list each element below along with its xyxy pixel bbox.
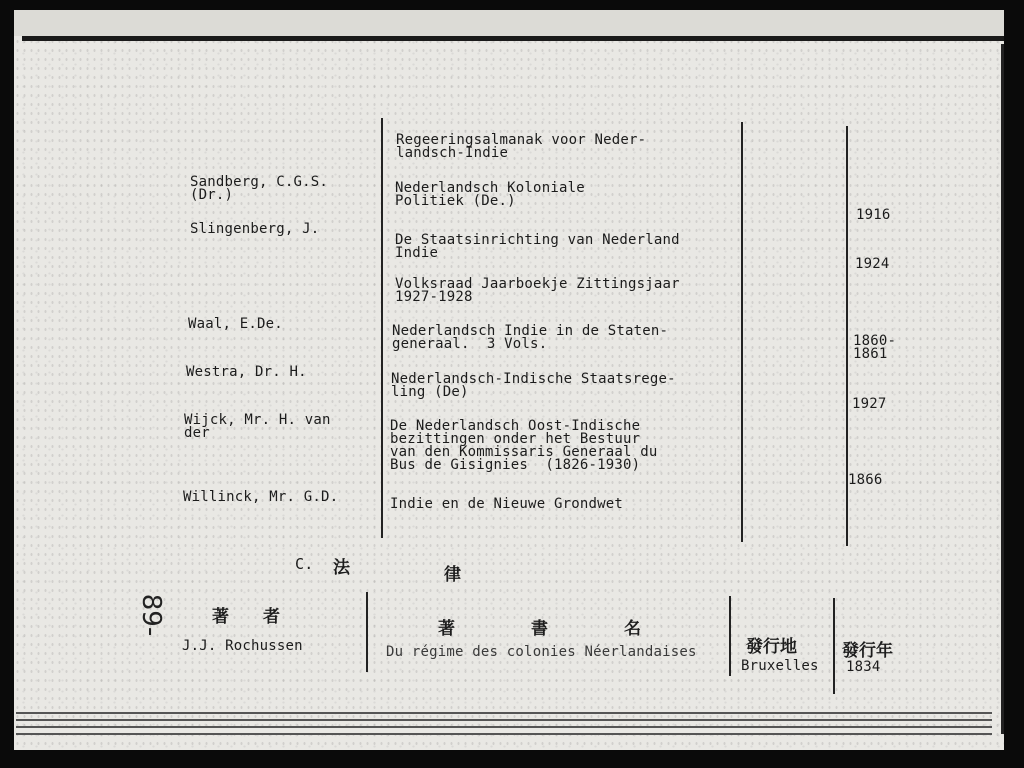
section-heading-right: 律: [444, 565, 461, 585]
entry-author: Willinck, Mr. G.D.: [183, 489, 339, 505]
column-header-author: 著 者: [212, 607, 280, 627]
entry-year: 1916: [856, 207, 891, 223]
entry-title: Nederlandsch Indie in de Staten- generaal. 3 Vols.: [392, 323, 669, 352]
page-number-text: 89-: [136, 593, 167, 637]
row-title: Du régime des colonies Néerlandaises: [386, 644, 697, 660]
handwritten-page-number: [128, 572, 168, 652]
entry-title: Indie en de Nieuwe Grondwet: [390, 496, 623, 512]
top-margin-strip: [14, 10, 1004, 36]
column-rule-5: [729, 596, 731, 676]
section-label: C.: [295, 555, 314, 573]
row-place: Bruxelles: [741, 658, 819, 674]
entry-title: Regeeringsalmanak voor Neder- landsch-Indie: [396, 132, 647, 161]
bottom-edge-lines: [16, 712, 992, 752]
entry-author: Waal, E.De.: [188, 316, 283, 332]
column-rule-1: [381, 118, 383, 538]
section-heading-left: 法: [333, 558, 350, 578]
row-year: 1834: [846, 659, 881, 675]
entry-year: 1927: [852, 396, 887, 412]
column-rule-2: [741, 122, 743, 542]
entry-year: 1860- 1861: [853, 333, 897, 362]
top-rule: [22, 36, 1004, 41]
entry-author: Sandberg, C.G.S. (Dr.): [190, 174, 329, 203]
column-rule-6: [833, 598, 835, 694]
row-author: J.J. Rochussen: [182, 638, 303, 654]
entry-title: Nederlandsch-Indische Staatsrege- ling (De): [391, 371, 676, 400]
right-edge-rule: [1001, 44, 1004, 734]
entry-year: 1924: [855, 256, 890, 272]
entry-title: Nederlandsch Koloniale Politiek (De.): [395, 180, 585, 209]
column-header-place: 發行地: [746, 637, 797, 657]
entry-author: Westra, Dr. H.: [186, 364, 307, 380]
entry-title: Volksraad Jaarboekje Zittingsjaar 1927-1928: [395, 276, 680, 305]
entry-author: Wijck, Mr. H. van der: [184, 412, 331, 441]
entry-title: De Staatsinrichting van Nederland Indie: [395, 232, 680, 261]
column-rule-4: [366, 592, 368, 672]
entry-year: 1866: [848, 472, 883, 488]
column-header-year: 發行年: [842, 641, 893, 661]
entry-author: Slingenberg, J.: [190, 221, 320, 237]
column-header-title: 著 書 名: [438, 619, 655, 639]
entry-title: De Nederlandsch Oost-Indische bezittingen onder het Bestuur van den Kommissaris Generaal du Bus de Gisignies (1826-1930): [390, 418, 658, 473]
